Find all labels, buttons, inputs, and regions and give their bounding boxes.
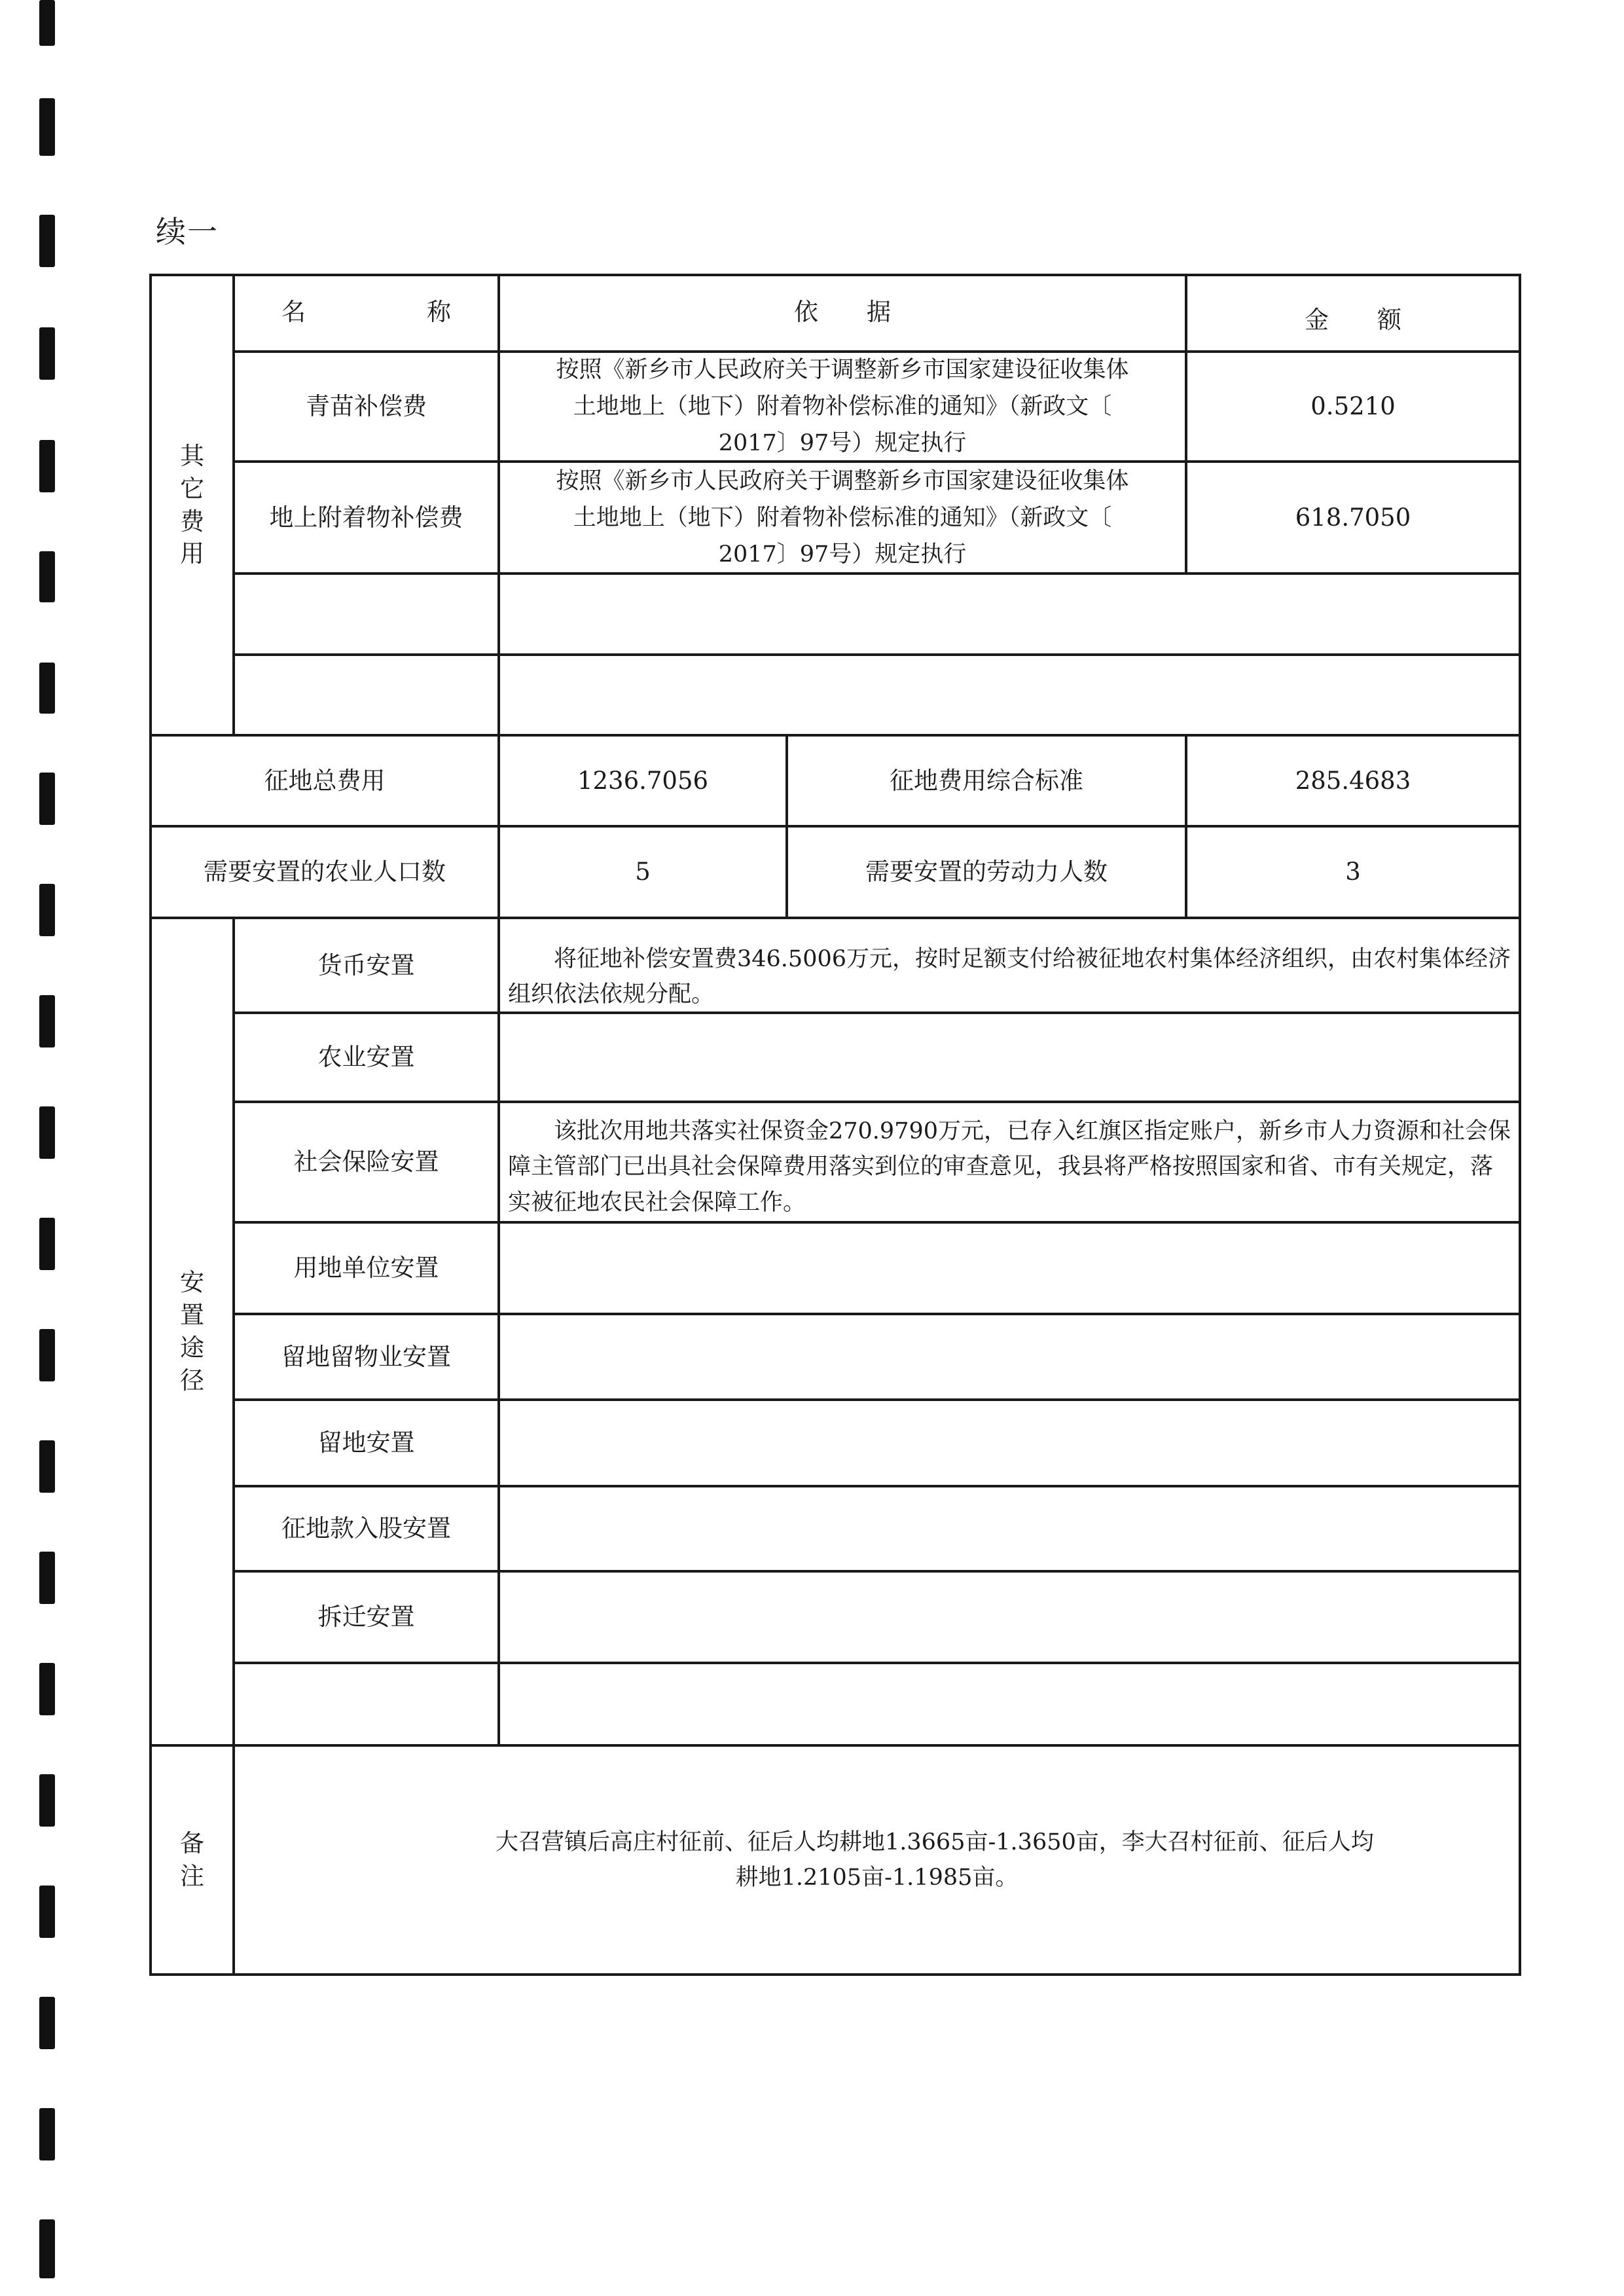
resettlement-name: 拆迁安置 (317, 1603, 415, 1631)
total-cost-value: 1236.7056 (577, 766, 709, 795)
fee-amount: 618.7050 (1295, 503, 1411, 532)
resettlement-text: 将征地补偿安置费346.5006万元，按时足额支付给被征地农村集体经济组织，由农村集体经济组织依法依规分配。 (508, 946, 1511, 1008)
total-cost-label: 征地总费用 (264, 766, 386, 795)
resettlement-name: 用地单位安置 (293, 1254, 439, 1283)
resettlement-name: 社会保险安置 (293, 1148, 439, 1176)
fee-basis: 按照《新乡市人民政府关于调整新乡市国家建设征收集体 土地地上（地下）附着物补偿标准的通知》（新政文〔 2017〕97号）规定执行 (556, 467, 1129, 568)
resettlement-name (234, 1663, 499, 1745)
standard-value: 285.4683 (1295, 766, 1411, 795)
resettlement-name: 留地安置 (317, 1429, 415, 1457)
resettlement-text (499, 1013, 1520, 1102)
resettlement-text (499, 1571, 1520, 1663)
resettlement-text (499, 1400, 1520, 1486)
resettlement-text (499, 1314, 1520, 1400)
fee-name: 地上附着物补偿费 (269, 503, 463, 532)
resettlement-name: 货币安置 (317, 951, 415, 979)
resettlement-section-label: 安 置 途 径 (180, 1268, 204, 1394)
standard-label: 征地费用综合标准 (890, 766, 1083, 795)
fee-name: 青苗补偿费 (306, 392, 427, 421)
remarks-text: 大召营镇后高庄村征前、征后人均耕地1.3665亩-1.3650亩，李大召村征前、征后人均 耕地1.2105亩-1.1985亩。 (496, 1829, 1374, 1891)
population-value: 5 (635, 858, 651, 886)
remarks-section-label: 备 注 (180, 1829, 204, 1890)
other-fees-section-label: 其 它 费 用 (180, 441, 204, 568)
resettlement-name: 留地留物业安置 (281, 1342, 451, 1371)
fee-basis: 按照《新乡市人民政府关于调整新乡市国家建设征收集体 土地地上（地下）附着物补偿标准的通知》（新政文〔 2017〕97号）规定执行 (556, 357, 1129, 456)
resettlement-text (499, 1222, 1520, 1314)
resettlement-name: 征地款入股安置 (281, 1514, 451, 1543)
header-amount: 金 额 (1305, 305, 1401, 334)
resettlement-text: 该批次用地共落实社保资金270.9790万元，已存入红旗区指定账户，新乡市人力资源和社会保障主管部门已出具社会保障费用落实到位的审查意见，我县将严格按照国家和省、市有关规定，落实被征地农民社会保障工作。 (508, 1118, 1511, 1216)
resettlement-text (499, 1486, 1520, 1571)
fee-amount: 0.5210 (1310, 392, 1396, 421)
resettlement-text (499, 1663, 1520, 1745)
labor-value: 3 (1345, 858, 1361, 886)
continuation-caption: 续一 (156, 214, 219, 249)
header-name: 名 称 (281, 298, 451, 326)
resettlement-name: 农业安置 (317, 1043, 415, 1072)
header-basis: 依 据 (794, 298, 891, 326)
labor-label: 需要安置的劳动力人数 (865, 858, 1108, 886)
population-label: 需要安置的农业人口数 (204, 858, 446, 886)
